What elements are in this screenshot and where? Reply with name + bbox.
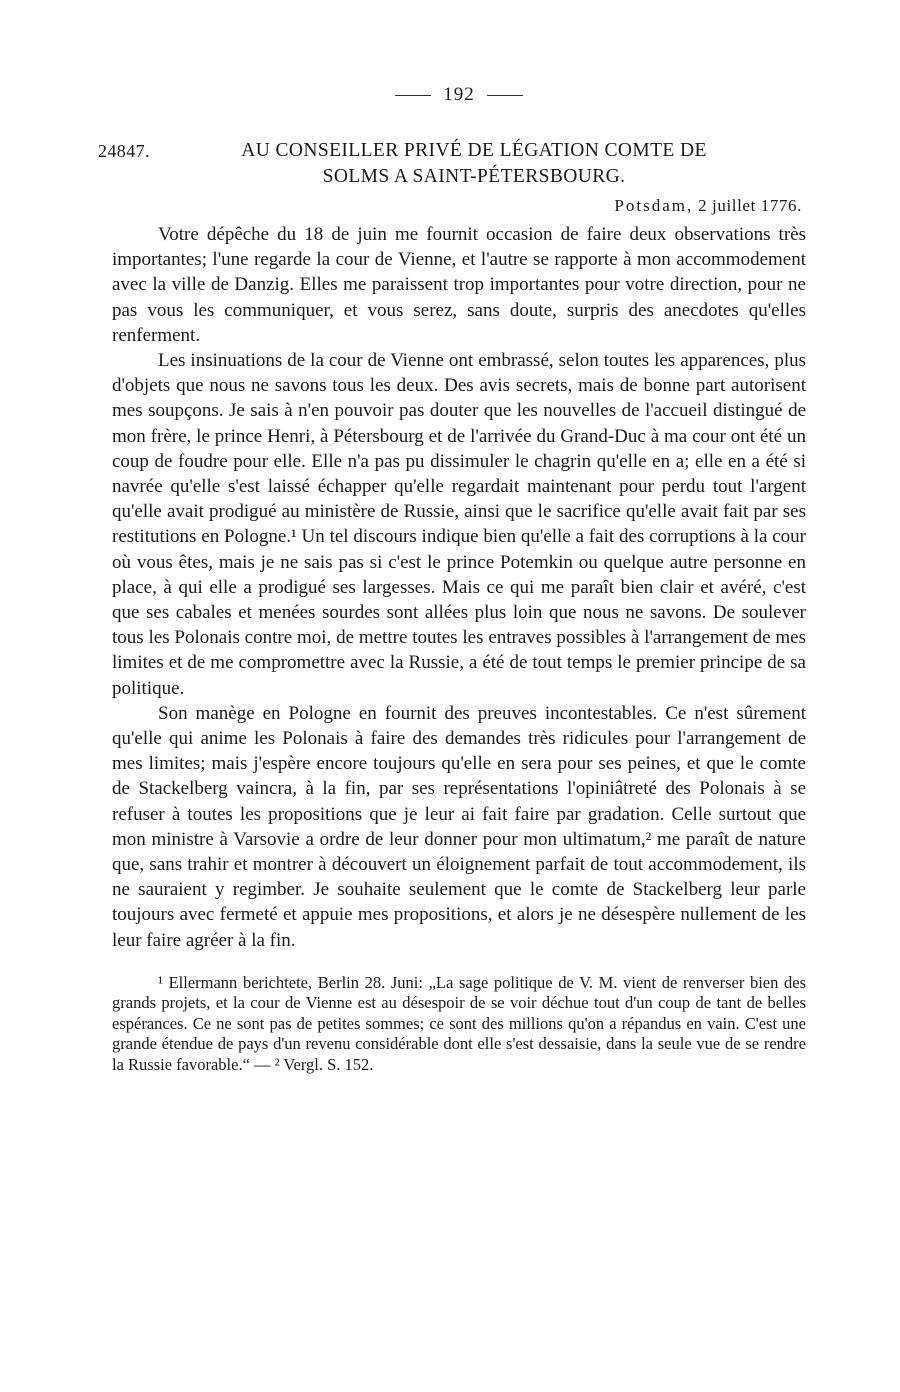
letter-number: 24847.: [98, 141, 150, 161]
page-header: [112, 84, 806, 114]
footnotes: [112, 973, 806, 1076]
header-dash-left: [395, 95, 431, 96]
paragraph: Votre dépêche du 18 de juin me fournit occasion de faire deux observations très importantes; l'une regarde la cour de Vienne, et l'autre se rapporte à mon accommodement avec la ville de Danzig. Elles me paraissent trop importantes pour votre direction, pour ne pas vous les communiquer, et vous serez, sans doute, surpris des anecdotes qu'elles renferment.: [112, 224, 806, 346]
header-dash-right: [487, 95, 523, 96]
dateline-date: 2 juillet 1776.: [698, 196, 802, 215]
letter-heading: [98, 138, 806, 190]
letter-title: [112, 138, 806, 190]
letter-title-line-1: AU CONSEILLER PRIVÉ DE LÉGATION COMTE DE: [241, 140, 707, 161]
letter-title-line-2: SOLMS A SAINT-PÉTERSBOURG.: [322, 166, 626, 187]
dateline: [112, 196, 806, 216]
letter-body: [112, 222, 806, 953]
footnote: ¹ Ellermann berichtete, Berlin 28. Juni: „La sage politique de V. M. vient de renverser bien des grands projets, et la cour de Vienne est au désespoir de se voir déchue tout d'un coup de tant de belles espérances. Ce ne sont pas de petites sommes; ce sont des millions qu'on a répandus en vain. C'est une grande étendue de pays d'un revenu considérable dont elle s'est dessaisie, dans la seule vue de se rendre la Russie favorable.“ — ² Vergl. S. 152.: [112, 972, 806, 1074]
document-page: [98, 84, 806, 1075]
paragraph: Son manège en Pologne en fournit des preuves incontestables. Ce n'est sûrement qu'elle qui anime les Polonais à faire des demandes très ridicules pour l'arrangement de mes limites; mais j'espère encore toujours qu'elle en sera pour ses peines, et que le comte de Stackelberg vaincra, à la fin, par ses représentations l'opiniâtreté des Polonais à se refuser à toutes les propositions que je leur ai fait faire par gradation. Celle surtout que mon ministre à Varsovie a ordre de leur donner pour mon ultimatum,² me paraît de nature que, sans trahir et montrer à découvert un éloignement parfait de tout accommodement, ils ne sauraient y regimber. Je souhaite seulement que le comte de Stackelberg leur parle toujours avec fermeté et appuie mes propositions, et alors je ne désespère nullement de les leur faire agréer à la fin.: [112, 702, 806, 951]
page-number: 192: [443, 84, 475, 105]
paragraph: Les insinuations de la cour de Vienne ont embrassé, selon toutes les apparences, plus d'objets que nous ne savons tous les deux. Des avis secrets, mais de bonne part autorisent mes soupçons. Je sais à n'en pouvoir pas douter que les nouvelles de l'accueil distingué de mon frère, le prince Henri, à Pétersbourg et de l'arrivée du Grand-Duc à ma cour ont été un coup de foudre pour elle. Elle n'a pas pu dissimuler le chagrin qu'elle en a; elle en a été si navrée qu'elle s'est laissé échapper qu'elle regardait maintenant pour perdu tout l'argent qu'elle avait prodigué au ministère de Russie, ainsi que le sacrifice qu'elle avait fait par ses restitutions en Pologne.¹ Un tel discours indique bien qu'elle a fait des corruptions à la cour où vous êtes, mais je ne sais pas si c'est le prince Potemkin ou quelque autre personne en place, à qui elle a prodigué ses largesses. Mais ce qui me paraît bien clair et avéré, c'est que ses cabales et menées sourdes sont allées plus loin que nous ne savons. De soulever tous les Polonais contre moi, de mettre toutes les entraves possibles à l'arrangement de mes limites et de me compromettre avec la Russie, a été de tout temps le premier principe de sa politique.: [112, 350, 806, 699]
dateline-place: Potsdam,: [614, 196, 694, 215]
